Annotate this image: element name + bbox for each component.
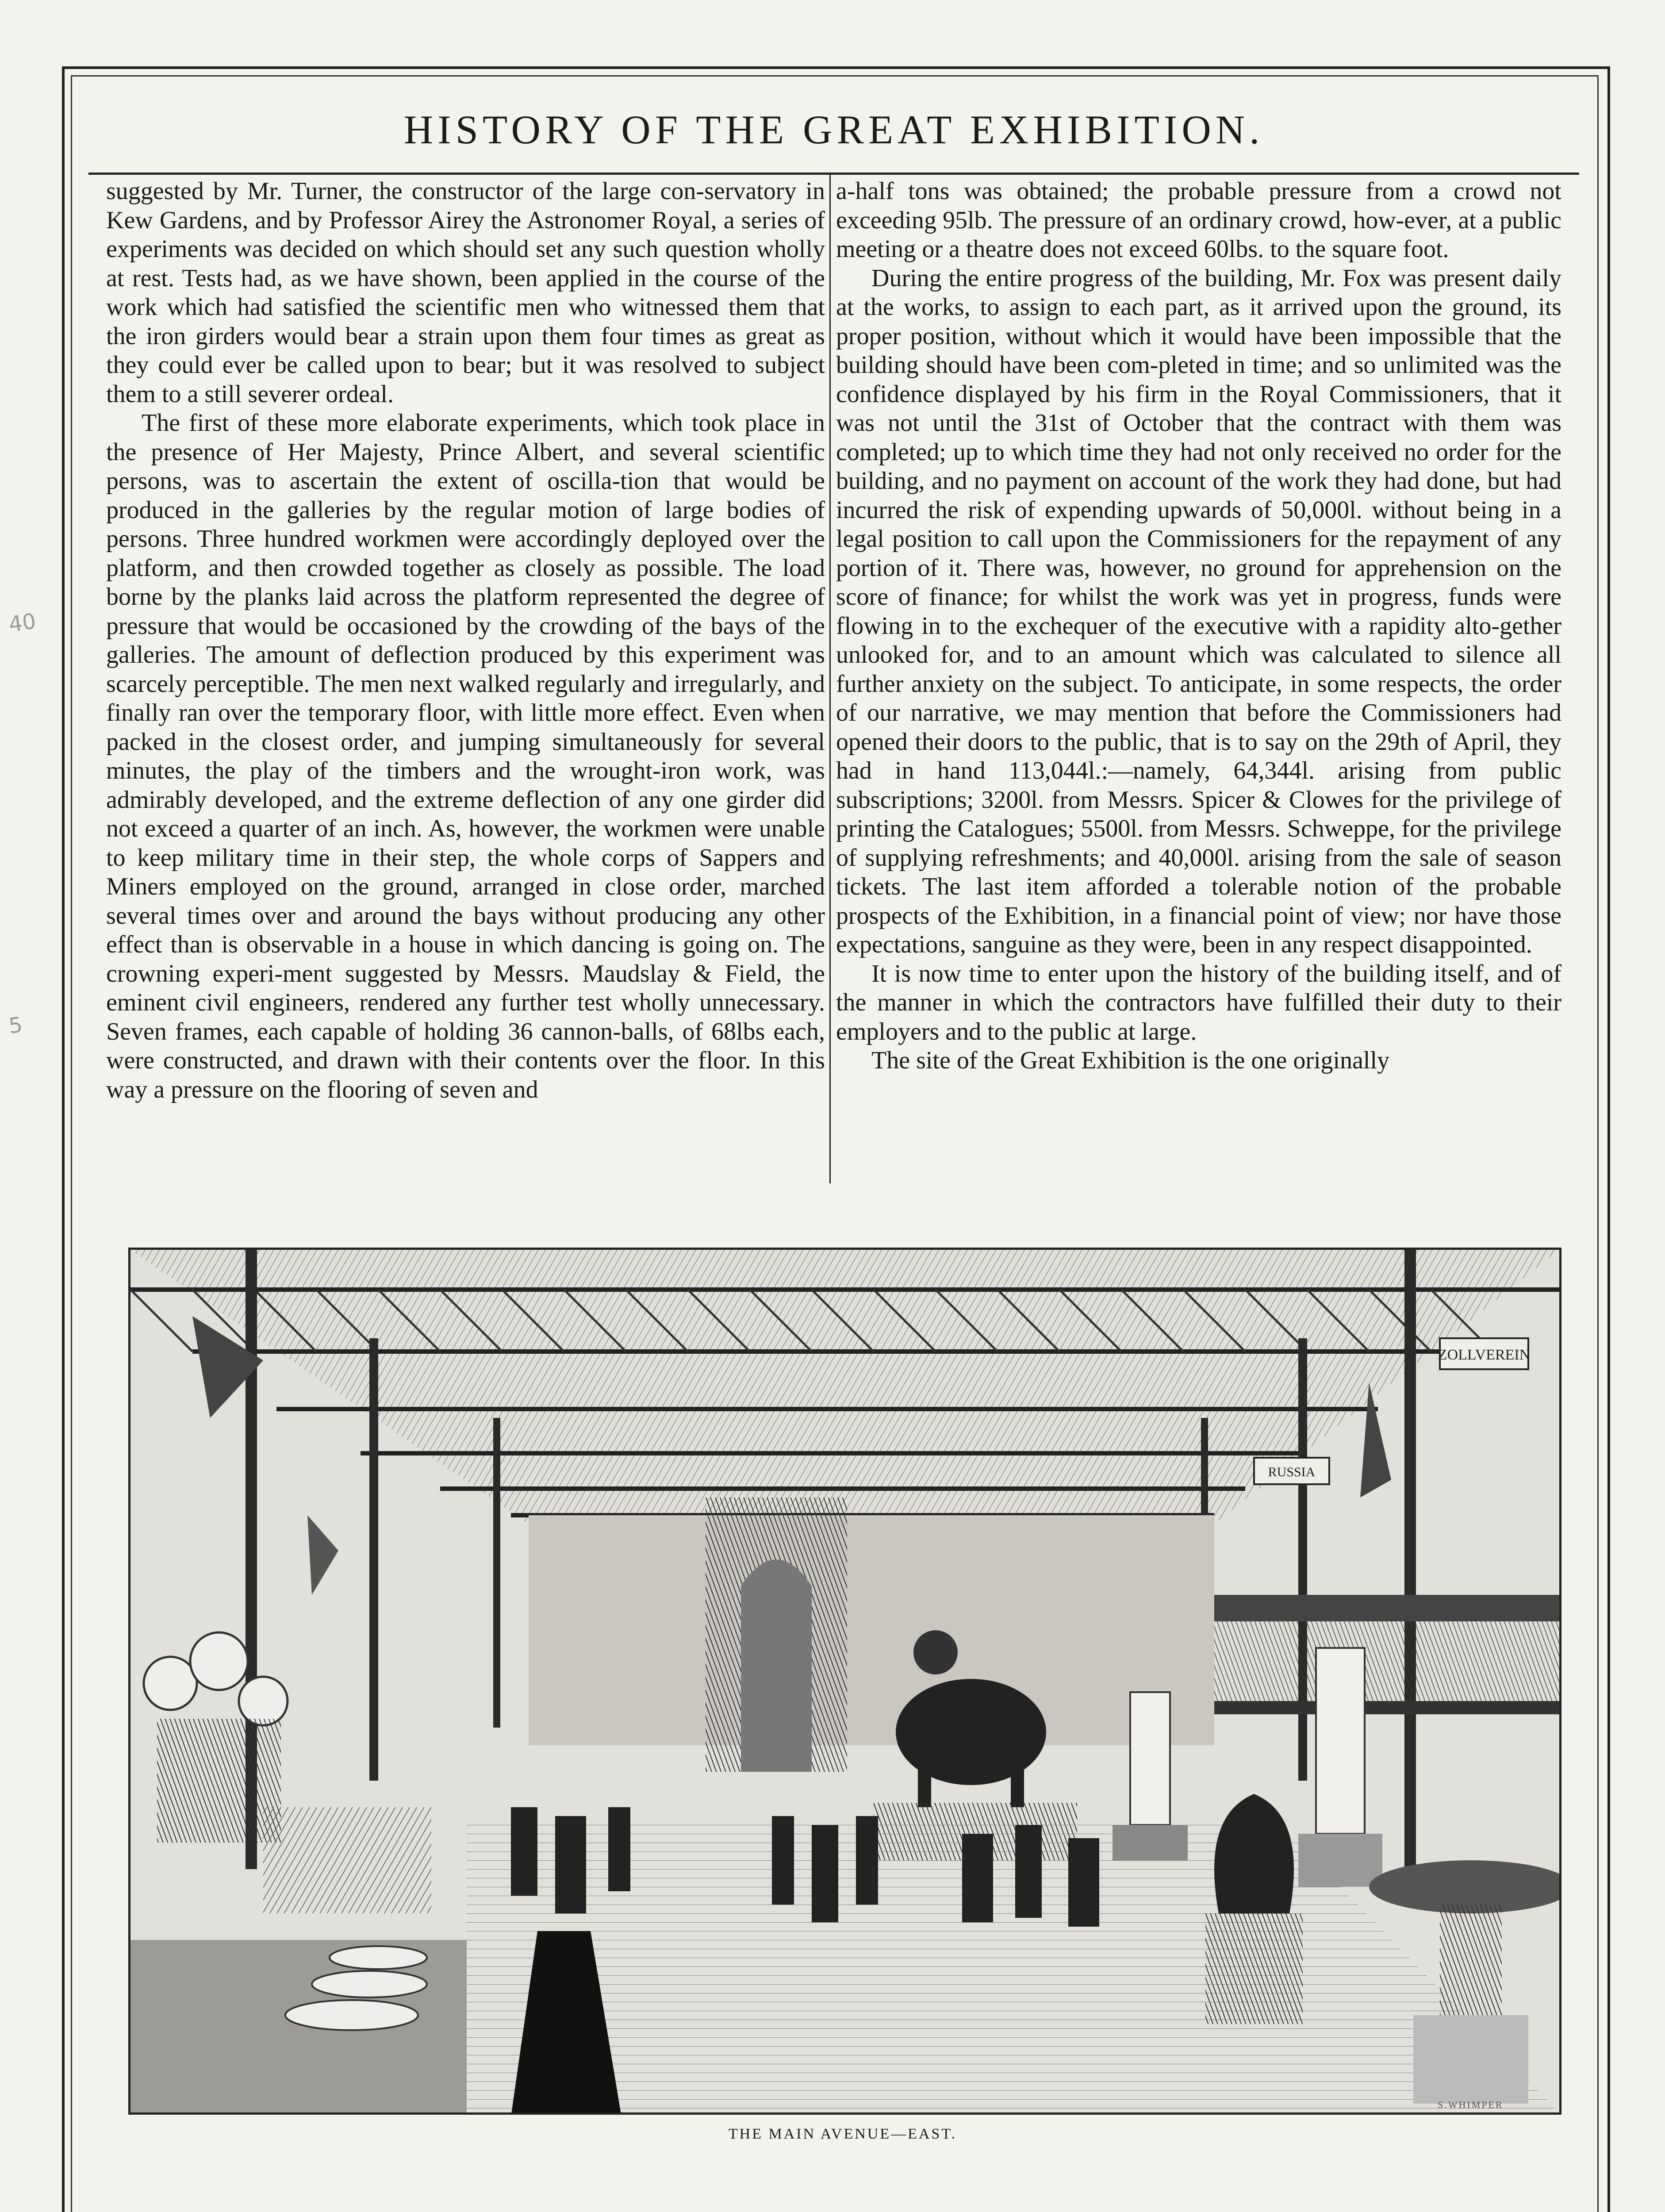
- right-column: [836, 177, 1561, 1186]
- left-column: [106, 177, 825, 1186]
- engraving-main-avenue: [128, 1248, 1561, 2115]
- running-header: [88, 88, 1579, 175]
- margin-note: 40: [7, 609, 38, 637]
- banner-label: ZOLLVEREIN: [1438, 1347, 1531, 1363]
- figure-caption: THE MAIN AVENUE—EAST.: [728, 2126, 957, 2142]
- paragraph: During the entire progress of the building, Mr. Fox was present daily at the works, to assign to each part, as it arrived upon the ground, its proper position, without which it would have been impossible that the building should have been com-pleted in time; and so unlimited was the confidence displayed by his firm in the Royal Commissioners, that it was not until the 31st of October that the contract with them was completed; up to which time they had not only received no order for the building, and no payment on account of the work they had done, but had incurred the risk of expending upwards of 50,000l. without being in a legal position to call upon the Commissioners for the repayment of any portion of it. There was, however, no ground for apprehension on the score of finance; for whilst the work was yet in progress, funds were flowing in to the exchequer of the executive with a rapidity alto-gether unlooked for, and to an amount which was calculated to silence all further anxiety on the subject. To anticipate, in some respects, the order of our narrative, we may mention that before the Commissioners had opened their doors to the public, that is to say on the 29th of April, they had in hand 113,044l.:—namely, 64,344l. arising from public subscriptions; 3200l. from Messrs. Spicer & Clowes for the privilege of printing the Catalogues; 5500l. from Messrs. Schweppe, for the privilege of supplying refreshments; and 40,000l. arising from the sale of season tickets. The last item afforded a tolerable notion of the probable prospects of the Exhibition, in a financial point of view; nor have those expectations, sanguine as they were, been in any respect disappointed.: [836, 264, 1561, 958]
- paragraph: The first of these more elaborate experiments, which took place in the presence of Her Majesty, Prince Albert, and several scientific persons, was to ascertain the extent of oscilla-tion that would be produced in the galleries by the regular motion of large bodies of persons. Three hundred workmen were accordingly deployed over the platform, and then crowded together as closely as possible. The load borne by the planks laid across the platform represented the degree of pressure that would be occasioned by the crowding of the bays of the galleries. The amount of deflection produced by this experiment was scarcely perceptible. The men next walked regularly and irregularly, and finally ran over the temporary floor, with little more effect. Even when packed in the closest order, and jumping simultaneously for several minutes, the play of the timbers and the wrought-iron work, was admirably developed, and the extreme deflection of any one girder did not exceed a quarter of an inch. As, however, the workmen were unable to keep military time in their step, the whole corps of Sappers and Miners employed on the ground, arranged in close order, marched several times over and around the bays without producing any other effect than is observable in a house in which dancing is going on. The crowning experi-ment suggested by Messrs. Maudslay & Field, the eminent civil engineers, rendered any further test wholly unnecessary. Seven frames, each capable of holding 36 cannon-balls, of 68lbs each, were constructed, and drawn with their contents over the floor. In this way a pressure on the flooring of seven and: [106, 409, 825, 1103]
- page-title: HISTORY OF THE GREAT EXHIBITION.: [403, 107, 1264, 152]
- paragraph: It is now time to enter upon the history of the building itself, and of the manner in which the contractors have fulfilled their duty to their employers and to the public at large.: [836, 960, 1561, 1045]
- column-divider: [829, 175, 831, 1183]
- engraving-illustration: [130, 1250, 1559, 2112]
- engraver-signature: S.WHIMPER: [1438, 2099, 1504, 2110]
- paragraph: a-half tons was obtained; the probable pressure from a crowd not exceeding 95lb. The pressure of an ordinary crowd, how-ever, at a public meeting or a theatre does not exceed 60lbs. to the square foot.: [836, 177, 1561, 263]
- paragraph: suggested by Mr. Turner, the constructor of the large con-servatory in Kew Gardens, and by Professor Airey the Astronomer Royal, a series of experiments was decided on which should set any such question wholly at rest. Tests had, as we have shown, been applied in the course of the work which had satisfied the scientific men who witnessed them that the iron girders would bear a strain upon them four times as great as they could ever be called upon to bear; but it was resolved to subject them to a still severer ordeal.: [106, 177, 825, 408]
- margin-note: 5: [7, 1012, 24, 1039]
- paragraph: The site of the Great Exhibition is the one originally: [871, 1047, 1390, 1074]
- banner-label: RUSSIA: [1268, 1465, 1316, 1479]
